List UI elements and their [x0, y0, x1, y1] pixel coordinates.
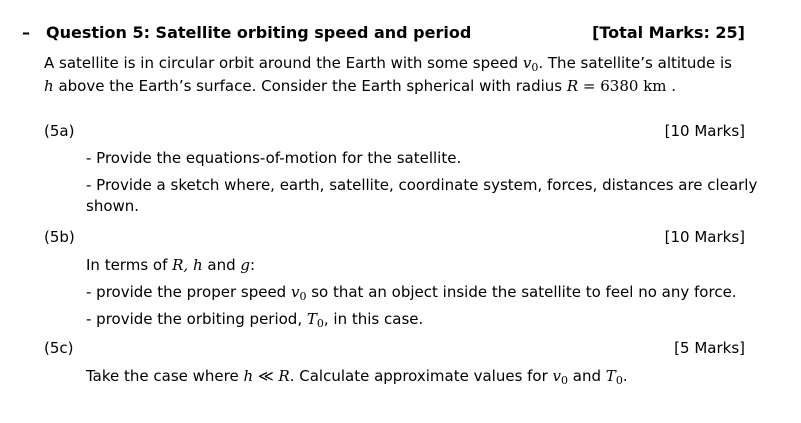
- part-b-item-1: [86, 283, 737, 303]
- intro-var-v: v: [522, 54, 532, 72]
- part-b-intro-vars: R, h: [172, 256, 203, 274]
- part-b-var-v: v: [290, 283, 300, 301]
- part-b-item-1-text-1: - provide the proper speed: [86, 283, 291, 301]
- intro-line-1: [44, 54, 732, 74]
- part-b-intro-var-g: g: [240, 256, 251, 274]
- part-a-item-1: - Provide the equations-of-motion for the satellite.: [86, 149, 462, 167]
- part-c-text-1: Take the case where: [86, 367, 244, 385]
- part-c-marks: [5 Marks]: [674, 339, 745, 357]
- part-b-item-2-text-1: - provide the orbiting period,: [86, 310, 307, 328]
- question-dash: –: [22, 23, 30, 42]
- question-title: Question 5: Satellite orbiting speed and period: [46, 23, 472, 42]
- intro-var-R: R: [566, 77, 579, 95]
- total-marks: [Total Marks: 25]: [592, 23, 745, 42]
- part-c-label: (5c): [44, 339, 74, 357]
- intro-var-v-sub: 0: [531, 61, 539, 74]
- part-b-label: (5b): [44, 228, 75, 246]
- part-c-var-h: h: [243, 367, 254, 385]
- part-c-text-2: . Calculate approximate values for: [289, 367, 553, 385]
- part-c-var-T-sub: 0: [615, 374, 623, 387]
- part-b-var-T: T: [306, 310, 317, 328]
- part-c-text: [86, 367, 628, 387]
- part-a-marks: [10 Marks]: [664, 122, 745, 140]
- part-a-item-2-line-1: - Provide a sketch where, earth, satellite, coordinate system, forces, distances are clearly: [86, 176, 758, 194]
- part-b-var-T-sub: 0: [316, 317, 324, 330]
- part-c-var-T: T: [605, 367, 616, 385]
- part-c-var-R: R: [278, 367, 290, 385]
- intro-var-h: h: [44, 77, 54, 95]
- part-b-item-2: [86, 310, 423, 330]
- intro-text-3: above the Earth’s surface. Consider the Earth spherical with radius: [53, 77, 567, 95]
- intro-text-1: A satellite is in circular orbit around the Earth with some speed: [44, 54, 523, 72]
- intro-text-2: . The satellite’s altitude is: [538, 54, 732, 72]
- part-b-item-2-text-2: , in this case.: [323, 310, 424, 328]
- part-b-var-v-sub: 0: [299, 290, 307, 303]
- part-b-intro-text-3: :: [250, 256, 256, 274]
- part-c-much-less-than: ≪: [253, 367, 279, 385]
- part-c-var-v-sub: 0: [561, 374, 569, 387]
- part-b-item-1-text-2: so that an object inside the satellite to feel no any force.: [306, 283, 737, 301]
- part-a-label: (5a): [44, 122, 75, 140]
- part-c-text-3: .: [622, 367, 628, 385]
- part-b-intro-text-2: and: [202, 256, 241, 274]
- part-b-intro: [86, 256, 255, 274]
- part-b-marks: [10 Marks]: [664, 228, 745, 246]
- intro-line-2: [44, 77, 676, 95]
- intro-radius-value: = 6380 km .: [578, 77, 677, 95]
- part-c-text-and: and: [568, 367, 606, 385]
- part-a-item-2-line-2: shown.: [86, 197, 140, 215]
- part-c-var-v: v: [552, 367, 562, 385]
- part-b-intro-text-1: In terms of: [86, 256, 173, 274]
